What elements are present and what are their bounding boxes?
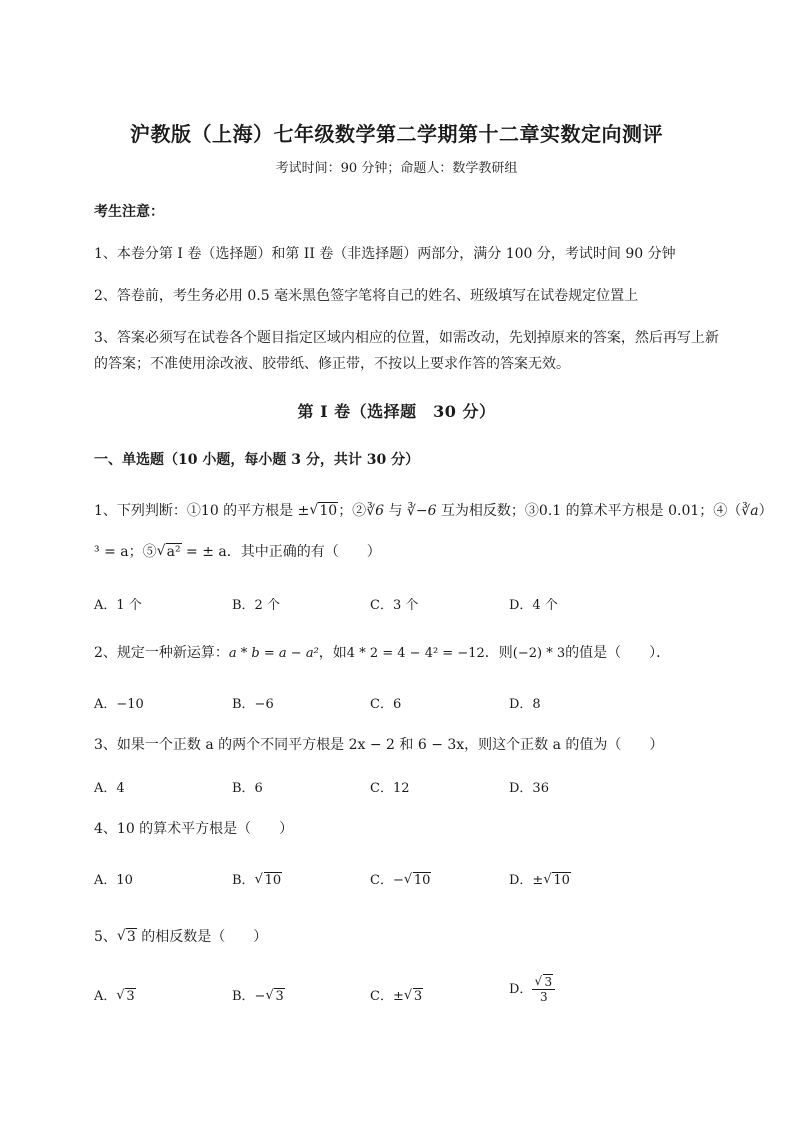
sqrt-10: √ 10 [543, 873, 571, 888]
sqrt-3: √ 3 [534, 975, 553, 989]
q4-option-b[interactable]: B．√ 10 [232, 869, 282, 888]
part-heading: 一、单选题（10 小题，每小题 3 分，共计 30 分） [94, 452, 420, 468]
notice-item: 1、本卷分第 I 卷（选择题）和第 II 卷（非选择题）两部分，满分 100 分，考试时间 90 分钟 [94, 246, 676, 262]
q3-option-a[interactable]: A．4 [94, 781, 125, 796]
sqrt-3: √ 3 [265, 989, 284, 1004]
q5-option-c[interactable]: C．±√ 3 [370, 985, 423, 1004]
q4-option-d[interactable]: D．±√ 10 [509, 869, 571, 888]
sqrt-3: √ 3 [404, 989, 423, 1004]
question-1-line-1: 1、下列判断：①10 的平方根是 ±√ 10；②∛6 与 ∛−6 互为相反数；③0.1 的算术平方根是 0.01；④（∛a） [94, 500, 773, 520]
sqrt-10: √ 10 [255, 873, 283, 888]
q2-option-b[interactable]: B．−6 [232, 697, 274, 712]
q2-option-c[interactable]: C．6 [370, 697, 402, 712]
q2-option-a[interactable]: A．−10 [94, 697, 144, 712]
section-title: 第 I 卷（选择题 30 分） [297, 402, 496, 421]
q3-option-d[interactable]: D．36 [509, 781, 549, 796]
page-title: 沪教版（上海）七年级数学第二学期第十二章实数定向测评 [130, 122, 663, 146]
sqrt-10: √ 10 [309, 503, 338, 519]
fraction-sqrt3-over-3: √ $\frac{3}{3}$ [532, 975, 555, 1004]
question-5: 5、√ 3 的相反数是（ ） [94, 926, 267, 946]
sqrt-10: √ 10 [404, 873, 432, 888]
q5-option-d[interactable]: D． √ $\frac{3}{3}$ [509, 975, 555, 1004]
q5-option-b[interactable]: B．−√ 3 [232, 985, 285, 1004]
question-1-line-2: ³ = a；⑤√ a² = ± a．其中正确的有（ ） [94, 541, 381, 561]
q3-option-b[interactable]: B．6 [232, 781, 263, 796]
sqrt-3: √ 3 [116, 989, 135, 1004]
sqrt-3: √ 3 [117, 929, 137, 945]
q4-option-a[interactable]: A．10 [94, 873, 133, 888]
q2-option-d[interactable]: D．8 [509, 697, 541, 712]
q4-option-c[interactable]: C．−√ 10 [370, 869, 431, 888]
page-subtitle: 考试时间：90 分钟；命题人：数学教研组 [275, 161, 518, 176]
question-2: 2、规定一种新运算：a * b = a − a²，如4 * 2 = 4 − 4² = −12．则(−2) * 3的值是（ ）． [94, 645, 671, 661]
notice-item: 的答案；不准使用涂改液、胶带纸、修正带，不按以上要求作答的答案无效。 [94, 356, 570, 372]
notice-heading: 考生注意： [94, 204, 164, 220]
q1-option-b[interactable]: B．2 个 [232, 598, 280, 613]
q3-option-c[interactable]: C．12 [370, 781, 410, 796]
question-4: 4、10 的算术平方根是（ ） [94, 821, 294, 837]
q1-option-d[interactable]: D．4 个 [509, 598, 558, 613]
notice-item: 3、答案必须写在试卷各个题目指定区域内相应的位置，如需改动，先划掉原来的答案，然后再写上新 [94, 330, 719, 346]
q1-option-a[interactable]: A．1 个 [94, 598, 142, 613]
q5-option-a[interactable]: A．√ 3 [94, 985, 136, 1004]
notice-item: 2、答卷前，考生务必用 0.5 毫米黑色签字笔将自己的姓名、班级填写在试卷规定位置上 [94, 288, 639, 304]
q1-option-c[interactable]: C．3 个 [370, 598, 419, 613]
question-3: 3、如果一个正数 a 的两个不同平方根是 2x − 2 和 6 − 3x，则这个正数 a 的值为（ ） [94, 737, 664, 753]
sqrt-a-squared: √ a² [157, 544, 182, 560]
